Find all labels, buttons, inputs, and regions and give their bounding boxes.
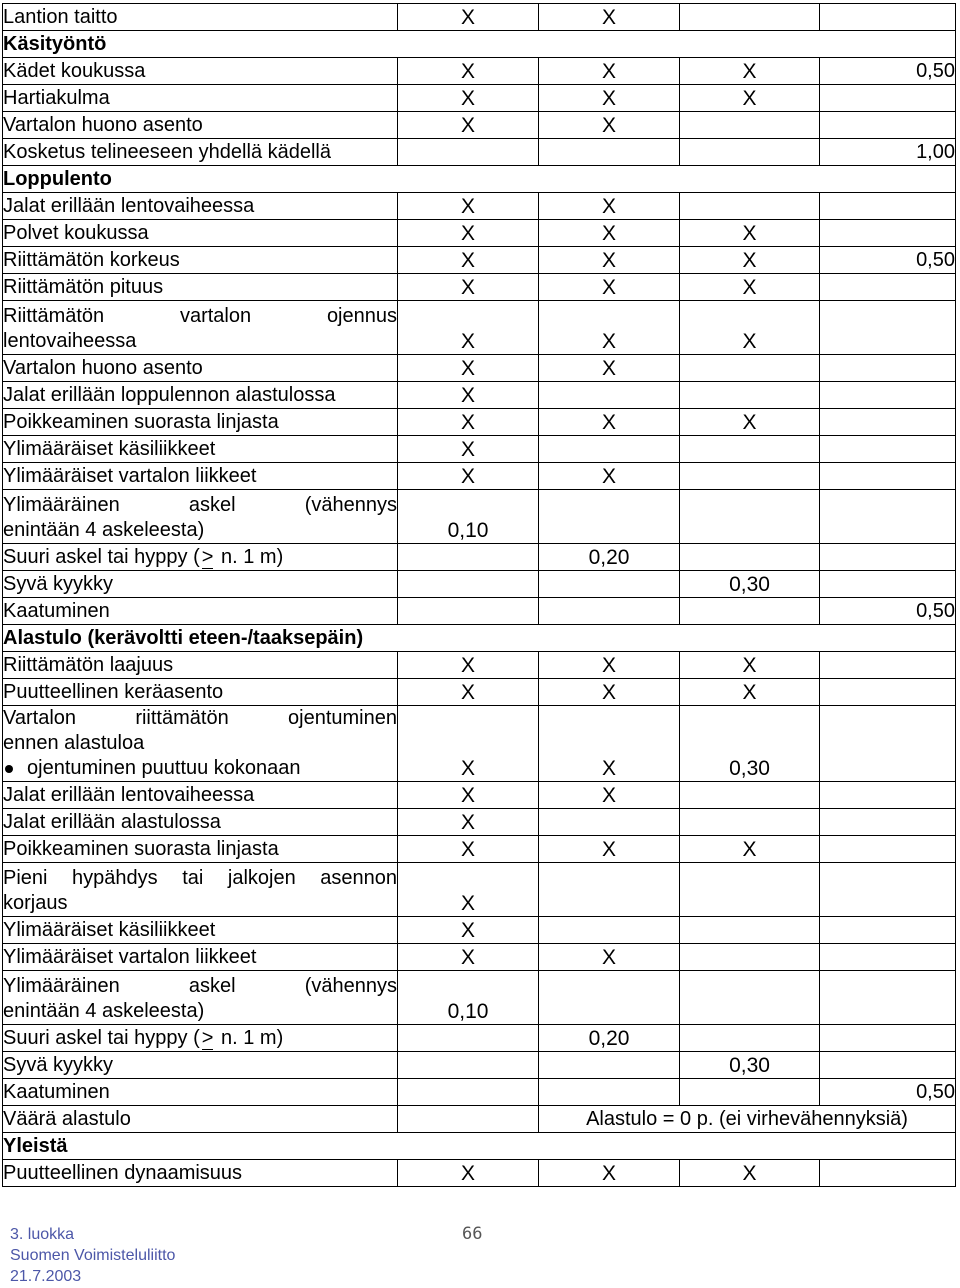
deduction-value [820,1025,956,1052]
mark-cell-2: X [539,193,680,220]
mark-cell-3: X [680,1160,820,1187]
footer-organization: Suomen Voimisteluliitto [10,1247,176,1264]
row-label-word: Riittämätön [3,305,105,327]
deduction-value [820,463,956,490]
row-label-word: (vähennys [304,975,397,997]
mark-cell-2: X [539,220,680,247]
mark-cell-2 [539,917,680,944]
mark-cell-1: X [398,247,539,274]
table-row [3,355,956,382]
mark-cell-1: X [398,112,539,139]
row-label-line-1 [3,974,397,999]
mark-cell-3 [680,863,820,917]
mark-cell-1: X [398,809,539,836]
mark-cell-3 [680,544,820,571]
deduction-value [820,544,956,571]
table-row [3,836,956,863]
deduction-value [820,971,956,1025]
mark-cell-1: X [398,463,539,490]
deduction-value: 0,50 [820,58,956,85]
landing-note: Alastulo = 0 p. (ei virhevähennyksiä) [539,1106,956,1133]
row-label-line-2: enintään 4 askeleesta) [3,519,205,541]
mark-cell-3 [680,382,820,409]
table-row [3,409,956,436]
mark-cell-3: X [680,274,820,301]
row-label: Ylimääräiset käsiliikkeet [3,917,398,944]
table-row [3,112,956,139]
table-row [3,863,956,917]
deduction-value [820,679,956,706]
mark-cell-3 [680,1025,820,1052]
row-label-line-2: enintään 4 askeleesta) [3,1000,205,1022]
mark-cell-2: X [539,652,680,679]
empty-cell [398,1106,539,1133]
row-label [3,544,398,571]
mark-cell-3 [680,782,820,809]
deduction-value [820,4,956,31]
mark-cell-2: X [539,463,680,490]
mark-cell-1: X [398,220,539,247]
row-label: Kädet koukussa [3,58,398,85]
table-row [3,139,956,166]
deduction-value [820,782,956,809]
row-label [3,971,398,1025]
mark-cell-3: X [680,58,820,85]
mark-cell-1: X [398,301,539,355]
mark-cell-2: 0,20 [539,544,680,571]
mark-cell-3 [680,598,820,625]
row-label: Ylimääräiset vartalon liikkeet [3,944,398,971]
row-label-line-2: korjaus [3,892,68,914]
mark-cell-1: X [398,58,539,85]
page-footer [10,1224,570,1288]
deduction-value: 1,00 [820,139,956,166]
mark-cell-1: X [398,917,539,944]
row-label: Jalat erillään alastulossa [3,809,398,836]
mark-cell-2: X [539,301,680,355]
row-label-word: Ylimääräinen [3,494,120,516]
mark-cell-2: X [539,85,680,112]
mark-cell-2 [539,1079,680,1106]
deduction-table [2,3,956,1187]
deduction-value [820,274,956,301]
mark-cell-2: X [539,944,680,971]
mark-cell-2: X [539,247,680,274]
row-label-word: Ylimääräinen [3,975,120,997]
mark-cell-2: X [539,706,680,782]
row-label: Kosketus telineeseen yhdellä kädellä [3,139,398,166]
deduction-value [820,652,956,679]
row-label-line-1 [3,866,397,891]
footer-level: 3. luokka [10,1226,75,1243]
table-row [3,1079,956,1106]
mark-cell-2: X [539,782,680,809]
deduction-value [820,863,956,917]
mark-cell-3: X [680,85,820,112]
page-number: 66 [462,1224,483,1244]
mark-cell-1: X [398,274,539,301]
table-row [3,382,956,409]
table-row [3,1160,956,1187]
mark-cell-2: X [539,58,680,85]
mark-cell-2 [539,1052,680,1079]
mark-cell-1: 0,10 [398,490,539,544]
row-label-word: ojentuminen [288,707,397,729]
deduction-value [820,436,956,463]
mark-cell-2 [539,436,680,463]
deduction-value [820,809,956,836]
mark-cell-1: X [398,836,539,863]
deduction-value [820,85,956,112]
table-row [3,917,956,944]
mark-cell-1: 0,10 [398,971,539,1025]
table-row [3,247,956,274]
row-label: Riittämätön laajuus [3,652,398,679]
deduction-value: 0,50 [820,598,956,625]
row-bullet-line [3,756,397,781]
row-label-part: Suuri askel tai hyppy ( [3,1027,200,1049]
mark-cell-2 [539,571,680,598]
mark-cell-2 [539,490,680,544]
table-row [3,544,956,571]
deduction-value [820,409,956,436]
mark-cell-3: X [680,409,820,436]
section-title: Käsityöntö [3,31,956,58]
row-label-line-1 [3,304,397,329]
row-label-part: n. 1 m) [215,1027,284,1049]
mark-cell-2: X [539,409,680,436]
row-label-word: askel [188,975,236,997]
section-header-row [3,166,956,193]
row-label: Kaatuminen [3,598,398,625]
deduction-value [820,355,956,382]
row-label-line-2: ennen alastuloa [3,732,145,754]
table-row [3,1025,956,1052]
table-row [3,598,956,625]
row-label [3,490,398,544]
deduction-value: 0,50 [820,1079,956,1106]
mark-cell-2: X [539,679,680,706]
mark-cell-2: X [539,274,680,301]
deduction-value: 0,50 [820,247,956,274]
table-row [3,4,956,31]
greater-or-equal-symbol: > [201,546,214,568]
deduction-value [820,917,956,944]
mark-cell-2 [539,971,680,1025]
mark-cell-2: X [539,1160,680,1187]
section-title: Yleistä [3,1133,956,1160]
mark-cell-2: X [539,112,680,139]
table-row [3,706,956,782]
mark-cell-3: X [680,301,820,355]
mark-cell-3 [680,463,820,490]
mark-cell-2 [539,809,680,836]
row-label-word: (vähennys [304,494,397,516]
mark-cell-2: X [539,836,680,863]
mark-cell-1 [398,598,539,625]
mark-cell-1 [398,571,539,598]
mark-cell-3: 0,30 [680,571,820,598]
row-label-word: vartalon [179,305,252,327]
mark-cell-1 [398,1079,539,1106]
footer-date: 21.7.2003 [10,1268,82,1285]
deduction-value [820,1052,956,1079]
mark-cell-1: X [398,409,539,436]
table-row [3,58,956,85]
section-header-row [3,31,956,58]
mark-cell-2: 0,20 [539,1025,680,1052]
mark-cell-3 [680,4,820,31]
table-row [3,944,956,971]
table-row [3,571,956,598]
bullet-icon [5,765,13,773]
mark-cell-1: X [398,436,539,463]
row-label: Syvä kyykky [3,571,398,598]
mark-cell-1: X [398,1160,539,1187]
mark-cell-3: X [680,679,820,706]
row-label: Vartalon huono asento [3,112,398,139]
mark-cell-2: X [539,355,680,382]
mark-cell-3 [680,917,820,944]
row-label: Lantion taitto [3,4,398,31]
row-label-word: Pieni [3,867,48,889]
row-label: Polvet koukussa [3,220,398,247]
deduction-value [820,490,956,544]
row-label [3,301,398,355]
deduction-value [820,1160,956,1187]
table-row [3,809,956,836]
row-label: Poikkeaminen suorasta linjasta [3,409,398,436]
table-row [3,463,956,490]
mark-cell-1 [398,544,539,571]
row-label-word: jalkojen [227,867,296,889]
mark-cell-2 [539,139,680,166]
mark-cell-3 [680,193,820,220]
row-label-part: Suuri askel tai hyppy ( [3,546,200,568]
mark-cell-1: X [398,863,539,917]
mark-cell-1: X [398,679,539,706]
table-row [3,782,956,809]
deduction-table-body [3,4,956,1187]
row-label [3,706,398,782]
row-label: Ylimääräiset vartalon liikkeet [3,463,398,490]
row-label: Riittämätön pituus [3,274,398,301]
row-label: Poikkeaminen suorasta linjasta [3,836,398,863]
row-label: Jalat erillään loppulennon alastulossa [3,382,398,409]
row-label-word: hypähdys [72,867,158,889]
row-label: Puutteellinen dynaamisuus [3,1160,398,1187]
deduction-value [820,220,956,247]
mark-cell-2: X [539,4,680,31]
table-row [3,652,956,679]
row-label: Kaatuminen [3,1079,398,1106]
mark-cell-1: X [398,944,539,971]
table-row [3,436,956,463]
row-label-word: asennon [320,867,397,889]
row-label-word: Vartalon [3,707,77,729]
row-label-word: tai [182,867,204,889]
mark-cell-2 [539,598,680,625]
row-label-line-1 [3,493,397,518]
row-label-line-2: lentovaiheessa [3,330,137,352]
section-header-row [3,1133,956,1160]
mark-cell-1: X [398,85,539,112]
table-row [3,301,956,355]
mark-cell-3: 0,30 [680,1052,820,1079]
mark-cell-1: X [398,782,539,809]
mark-cell-3: X [680,247,820,274]
table-row [3,193,956,220]
row-label: Vartalon huono asento [3,355,398,382]
mark-cell-1 [398,139,539,166]
table-row [3,1052,956,1079]
row-label-word: ojennus [326,305,397,327]
mark-cell-3: 0,30 [680,706,820,782]
mark-cell-3 [680,112,820,139]
mark-cell-1: X [398,706,539,782]
table-row [3,220,956,247]
mark-cell-3 [680,355,820,382]
deduction-value [820,301,956,355]
row-label-line-1 [3,706,397,731]
row-label: Ylimääräiset käsiliikkeet [3,436,398,463]
mark-cell-1: X [398,4,539,31]
table-row [3,85,956,112]
deduction-value [820,944,956,971]
row-label [3,1025,398,1052]
deduction-value [820,112,956,139]
mark-cell-1 [398,1052,539,1079]
document-page [2,3,955,1187]
row-label: Riittämätön korkeus [3,247,398,274]
row-label: Jalat erillään lentovaiheessa [3,782,398,809]
deduction-value [820,193,956,220]
mark-cell-3 [680,809,820,836]
deduction-value [820,382,956,409]
table-row [3,1106,956,1133]
row-label: Väärä alastulo [3,1106,398,1133]
row-label-word: askel [188,494,236,516]
deduction-value [820,836,956,863]
deduction-value [820,571,956,598]
mark-cell-3: X [680,836,820,863]
row-label: Syvä kyykky [3,1052,398,1079]
mark-cell-3 [680,971,820,1025]
deduction-value [820,706,956,782]
mark-cell-1 [398,1025,539,1052]
row-label-word: riittämätön [135,707,229,729]
greater-or-equal-symbol: > [201,1027,214,1049]
table-row [3,274,956,301]
table-row [3,679,956,706]
section-title: Alastulo (kerävoltti eteen-/taaksepäin) [3,625,956,652]
section-title: Loppulento [3,166,956,193]
table-row [3,971,956,1025]
mark-cell-3: X [680,220,820,247]
mark-cell-1: X [398,355,539,382]
row-label-part: n. 1 m) [215,546,284,568]
mark-cell-3 [680,490,820,544]
mark-cell-1: X [398,382,539,409]
row-label [3,863,398,917]
mark-cell-3 [680,436,820,463]
mark-cell-3 [680,1079,820,1106]
row-label: Hartiakulma [3,85,398,112]
bullet-text: ojentuminen puuttuu kokonaan [27,757,301,779]
mark-cell-1: X [398,193,539,220]
mark-cell-3 [680,139,820,166]
mark-cell-1: X [398,652,539,679]
section-header-row [3,625,956,652]
mark-cell-2 [539,382,680,409]
row-label: Jalat erillään lentovaiheessa [3,193,398,220]
mark-cell-3 [680,944,820,971]
mark-cell-3: X [680,652,820,679]
row-label: Puutteellinen keräasento [3,679,398,706]
table-row [3,490,956,544]
mark-cell-2 [539,863,680,917]
